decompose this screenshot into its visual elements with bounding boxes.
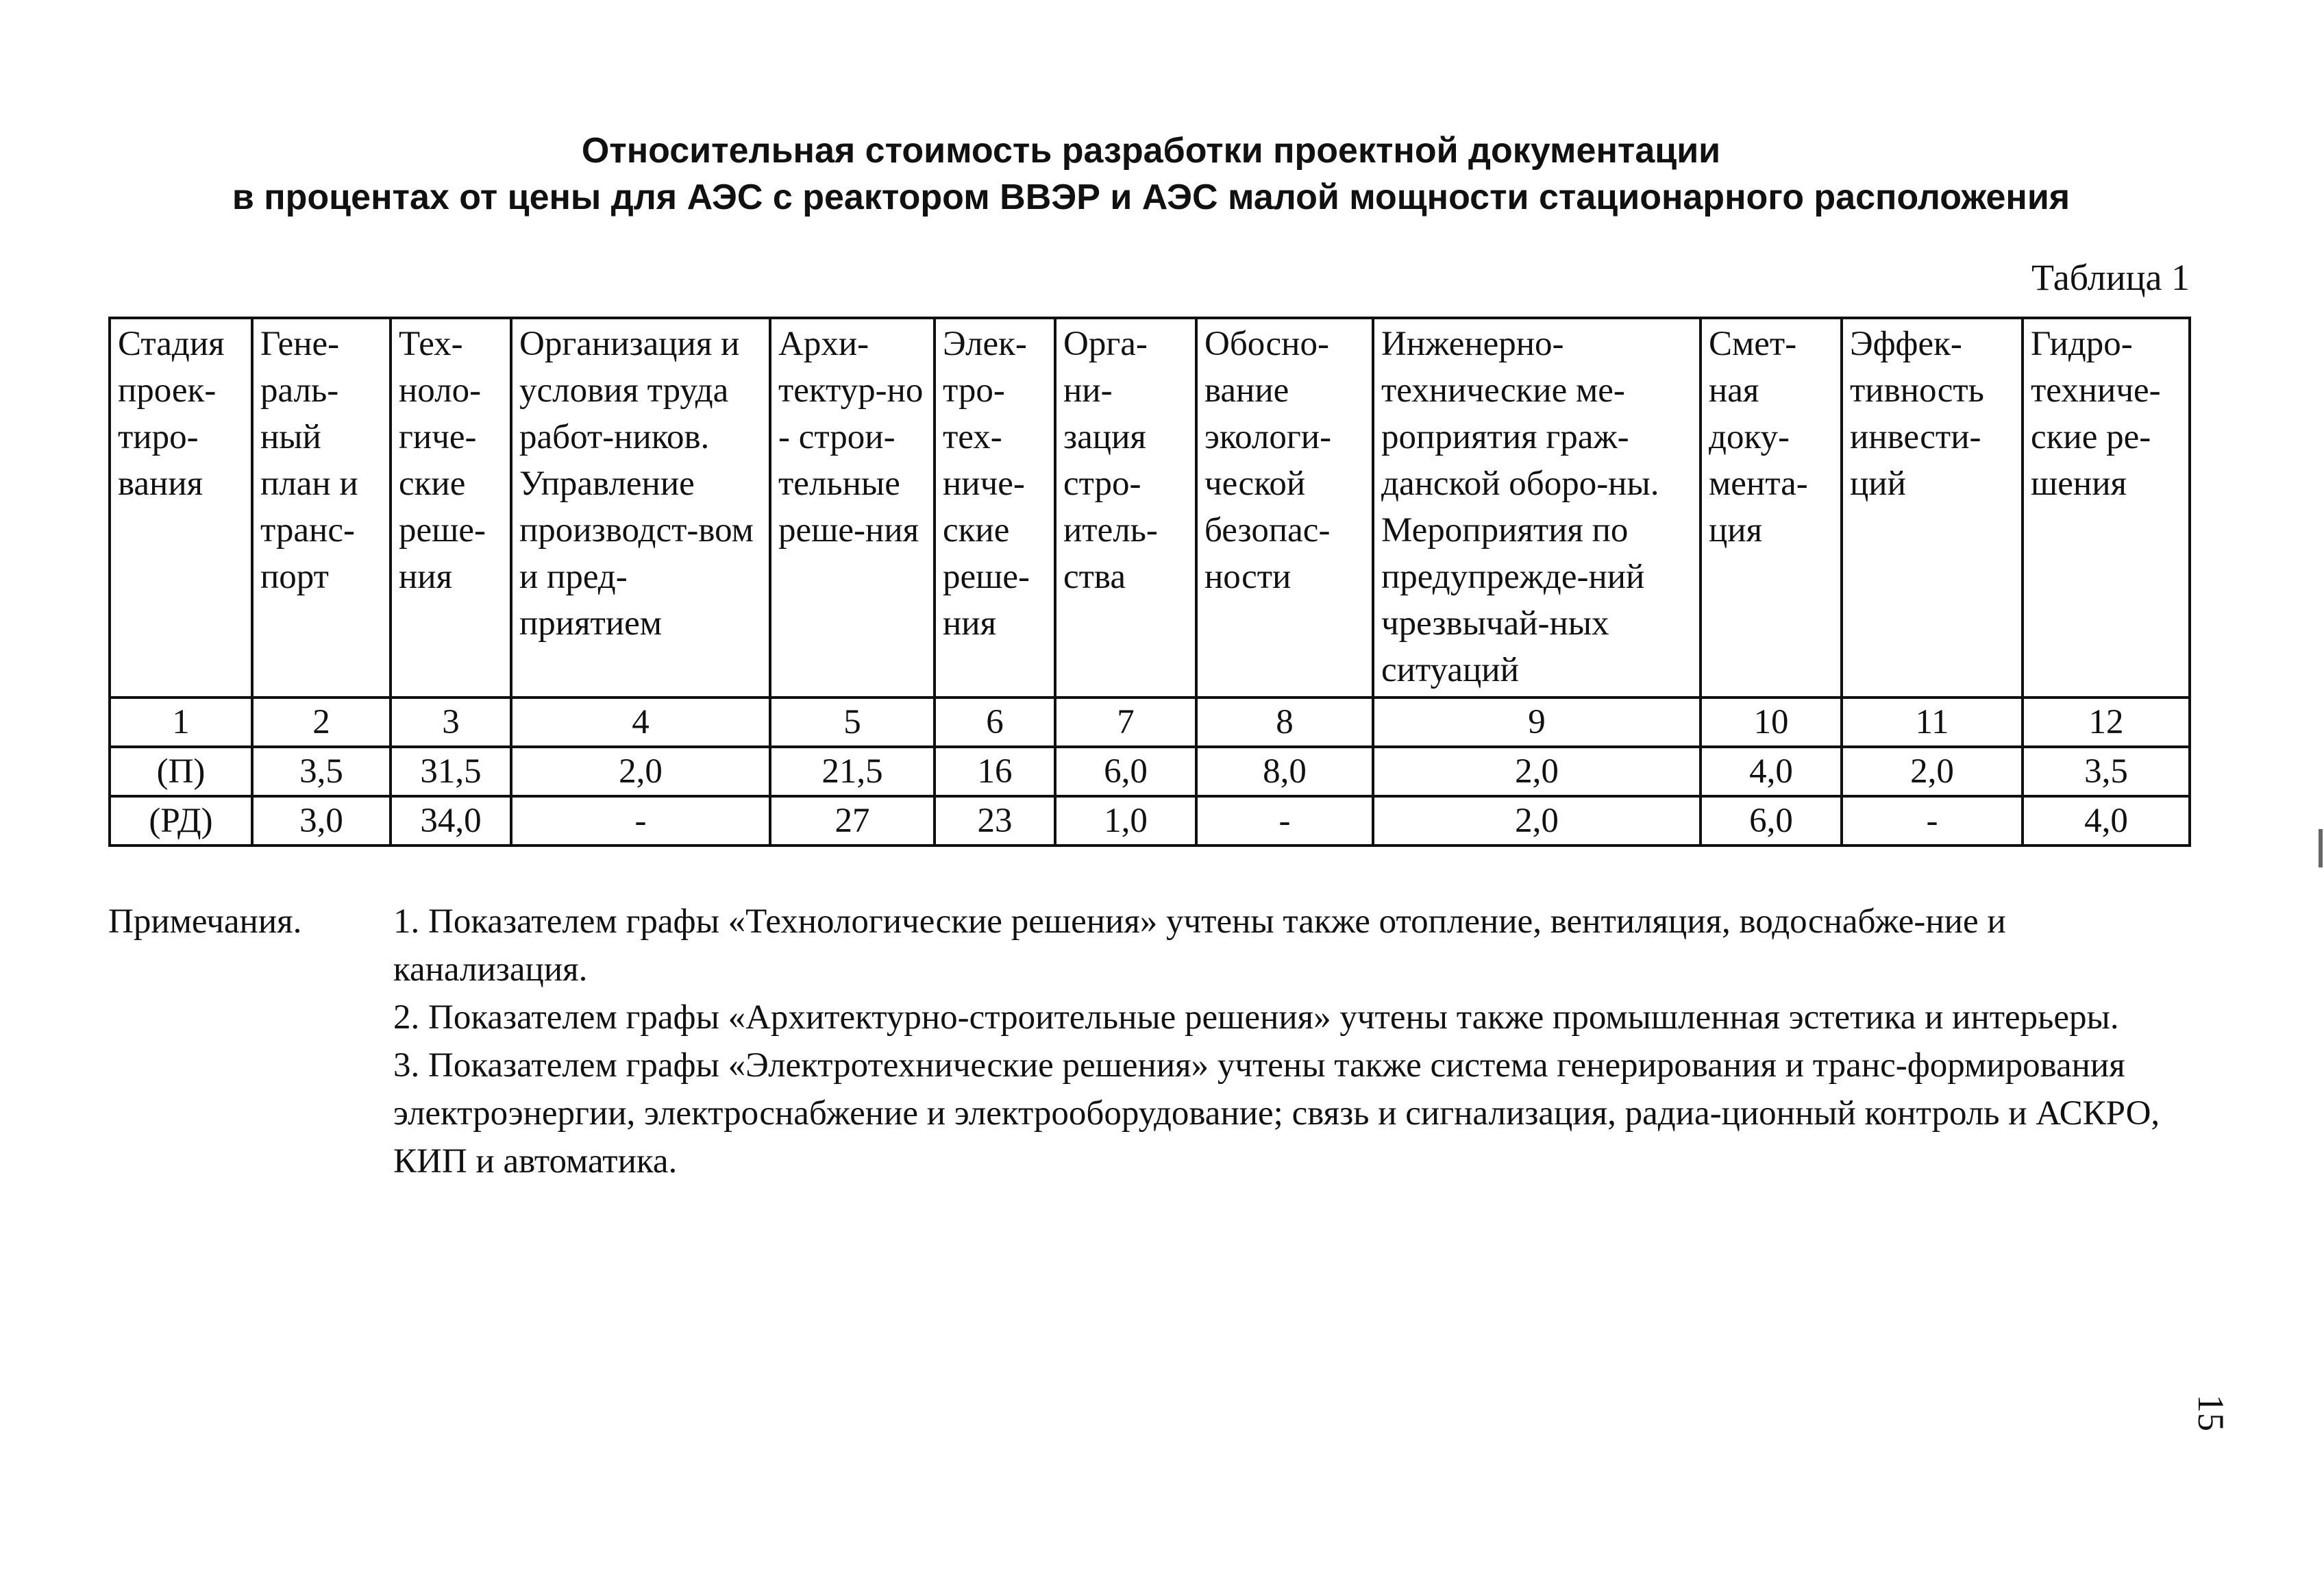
table-cell: 6,0	[1055, 747, 1196, 796]
column-number: 6	[935, 698, 1055, 747]
header-technological: Тех-ноло-гиче-ские реше-ния	[391, 318, 511, 698]
column-number: 9	[1373, 698, 1701, 747]
table-label: Таблица 1	[2031, 257, 2190, 298]
table-cell: 3,0	[252, 796, 391, 846]
column-number-row	[110, 698, 2190, 747]
table-cell: 4,0	[1701, 747, 1842, 796]
table-cell: 4,0	[2023, 796, 2190, 846]
column-number: 3	[391, 698, 511, 747]
table-cell: 8,0	[1196, 747, 1373, 796]
header-general-plan: Гене-раль-ный план и транс-порт	[252, 318, 391, 698]
document-title-line-2: в процентах от цены для АЭС с реактором ВВЭР и АЭС малой мощности стационарного расположения	[232, 177, 2070, 217]
column-number: 2	[252, 698, 391, 747]
table-cell: 2,0	[1373, 796, 1701, 846]
column-number: 7	[1055, 698, 1196, 747]
cost-table	[108, 317, 2191, 847]
header-ecological-safety: Обосно-вание экологи-ческой безопас-ности	[1196, 318, 1373, 698]
header-architectural: Архи-тектур-но - строи-тельные реше-ния	[770, 318, 935, 698]
notes-label: Примечания.	[108, 902, 302, 941]
column-number: 11	[1842, 698, 2023, 747]
table-cell: 3,5	[252, 747, 391, 796]
note-item: 1. Показателем графы «Технологические решения» учтены также отопление, вентиляция, водоснабже-ние и канализация.	[393, 902, 2006, 989]
header-labor-organization: Организация и условия труда работ-ников. Управление производст-вом и пред-приятием	[511, 318, 770, 698]
header-construction-organization: Орга-ни-зация стро-итель-ства	[1055, 318, 1196, 698]
table-cell: 23	[935, 796, 1055, 846]
page-number: 15	[2190, 1394, 2232, 1431]
table-cell: (П)	[110, 747, 252, 796]
note-item: 3. Показателем графы «Электротехнические решения» учтены также система генерирования и транс-формирования электроэнергии, электроснабжение и электрооборудование; связь и сигнализация, радиа-ционный контроль и АСКРО, КИП и автоматика.	[393, 1046, 2160, 1181]
header-design-stage: Стадия проек-тиро-вания	[110, 318, 252, 698]
table-row	[110, 747, 2190, 796]
column-number: 4	[511, 698, 770, 747]
table-cell: 2,0	[1373, 747, 1701, 796]
column-number: 10	[1701, 698, 1842, 747]
table-cell: 1,0	[1055, 796, 1196, 846]
note-item: 2. Показателем графы «Архитектурно-строительные решения» учтены также промышленная эстетика и интерьеры.	[393, 998, 2119, 1037]
table-cell: 6,0	[1701, 796, 1842, 846]
table-cell: 27	[770, 796, 935, 846]
column-number: 8	[1196, 698, 1373, 747]
table-cell: (РД)	[110, 796, 252, 846]
table-cell: 16	[935, 747, 1055, 796]
header-hydrotechnical: Гидро-техниче-ские ре-шения	[2023, 318, 2190, 698]
table-cell: -	[511, 796, 770, 846]
notes-list	[393, 898, 2161, 1185]
table-cell: 31,5	[391, 747, 511, 796]
table-cell: 21,5	[770, 747, 935, 796]
table-cell: -	[1196, 796, 1373, 846]
column-number: 5	[770, 698, 935, 747]
column-number: 12	[2023, 698, 2190, 747]
table-cell: 2,0	[1842, 747, 2023, 796]
header-civil-defense: Инженерно-технические ме-роприятия граж-данской оборо-ны. Мероприятия по предупрежде-ний чрезвычай-ных ситуаций	[1373, 318, 1701, 698]
table-cell: 3,5	[2023, 747, 2190, 796]
table-row	[110, 796, 2190, 846]
document-title-line-1: Относительная стоимость разработки проектной документации	[581, 131, 1721, 171]
table-cell: 34,0	[391, 796, 511, 846]
header-investment-efficiency: Эффек-тивность инвести-ций	[1842, 318, 2023, 698]
column-number: 1	[110, 698, 252, 747]
header-row	[110, 318, 2190, 698]
header-estimate-docs: Смет-ная доку-мента-ция	[1701, 318, 1842, 698]
header-electrical: Элек-тро-тех-ниче-ские реше-ния	[935, 318, 1055, 698]
table-cell: -	[1842, 796, 2023, 846]
table-cell: 2,0	[511, 747, 770, 796]
scan-edge-mark	[2319, 829, 2323, 867]
